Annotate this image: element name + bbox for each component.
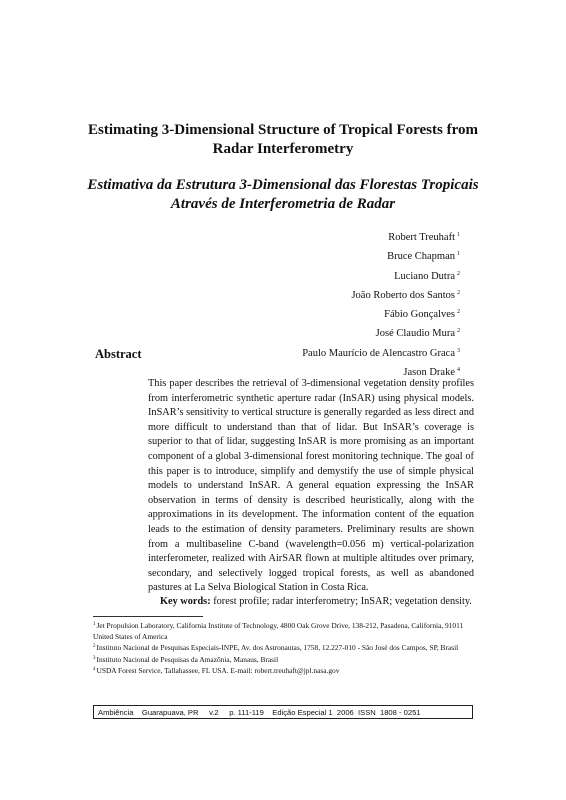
paper-title-portuguese [0,176,566,214]
footer-pages: p. 111-119 [229,708,264,717]
author: Fábio Gonçalves $^2$ [384,309,460,321]
author: Robert Treuhaft $^1$ [388,232,460,243]
title-line: Estimativa da Estrutura 3-Dimensional das Florestas Tropicais [87,177,479,193]
footnote: $^4$USDA Forest Service, Tallahassee, FL USA. E-mail: robert.treuhaft@jpl.nasa.gov [93,666,340,676]
footer-edition: Edição Especial 1 [272,708,333,717]
footnotes [93,620,475,677]
footer-city: Guarapuava, PR [141,708,199,717]
author: Bruce Chapman $^1$ [387,251,460,263]
footer-volume: v.2 [209,708,219,717]
journal-footer [93,705,473,719]
author: Luciano Dutra $^2$ [394,270,460,282]
keywords [160,596,472,607]
author: Paulo Maurício de Alencastro Graca $^3$ [302,347,460,359]
title-line: Estimating 3-Dimensional Structure of Tropical Forests from [88,122,478,138]
footnote: $^1$Jet Propulsion Laboratory, California Institute of Technology, 4800 Oak Grove Drive, 138-212, Pasadena, California, 91011 United States of America [93,621,464,641]
author: João Roberto dos Santos $^2$ [351,289,460,301]
title-line: Radar Interferometry [212,141,354,157]
footer-journal: Ambiência [98,708,134,717]
footnote: $^2$Instituto Nacional de Pesquisas Especiais-INPE, Av. dos Astronautas, 1758, 12.227-010 - São José dos Campos, SP, Brasil [93,643,459,653]
author-list [302,227,460,381]
abstract-body: This paper describes the retrieval of 3-dimensional vegetation density profiles from interferometric synthetic aperture radar (InSAR) using physical models. InSAR’s sensitivity to vertical structure is generally regarded as less direct and more difficult to understand than that of lidar. But InSAR’s coverage is superior to that of lidar, suggesting InSAR is more promising as an important component of a global 3-dimensional forest monitoring technique. The goal of this paper is to introduce, simplify and demystify the use of simple physical models to understand InSAR. A general equation expressing the InSAR observation in terms of density is described heuristically, along with the approximations in its development. The information content of the equation leads to the estimation of density parameters. Preliminary results are shown from a multibaseline C-band (wavelength=0.056 m) vertical-polarization interferometer, realized with AirSAR flown at multiple altitudes over primary, secondary, and selectively logged tropical forests, as well as abandoned pastures at La Selva Biological Station in Costa Rica. [148,378,474,594]
footnote-divider [93,616,203,617]
author: Jason Drake $^4$ [403,367,460,379]
keywords-label: Key words: [160,596,211,607]
title-line: Através de Interferometria de Radar [170,196,396,212]
paper-title-english [0,121,566,159]
abstract-heading: Abstract [95,347,142,361]
keywords-text: forest profile; radar interferometry; InSAR; vegetation density. [213,596,472,607]
footer-issn: ISSN 1808 - 0251 [358,708,421,717]
author: José Claudio Mura $^2$ [375,328,460,340]
footnote: $^3$Instituto Nacional de Pesquisas da Amazônia, Manaus, Brasil [93,654,279,664]
footer-year: 2006 [336,708,354,717]
